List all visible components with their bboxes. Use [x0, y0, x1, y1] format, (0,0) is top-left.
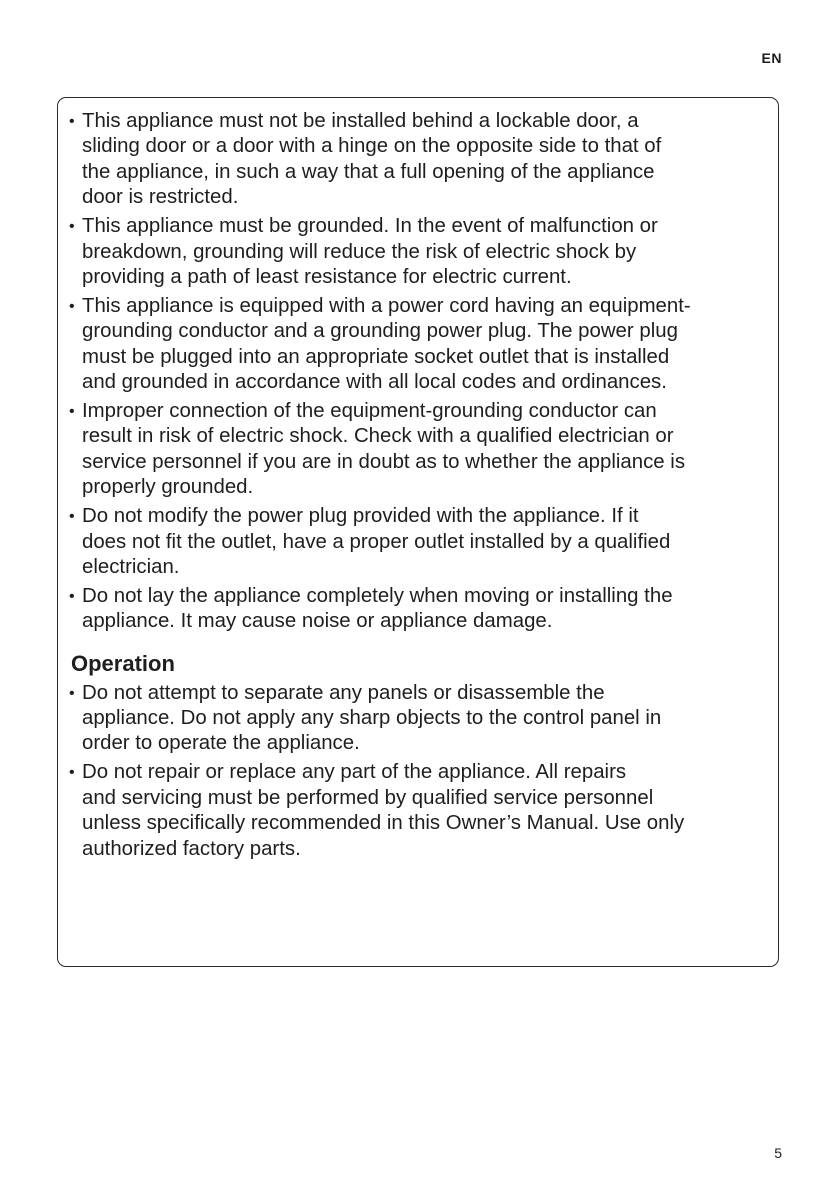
operation-safety-list: [69, 681, 778, 862]
language-label: EN: [761, 50, 782, 66]
list-item: • Improper connection of the equipment-grounding conductor can result in risk of electric shock. Check with a qualified electrician or service personnel if you are in doubt as to whether the appliance is properly grounded.: [69, 399, 778, 501]
safety-instructions-panel: [57, 97, 779, 967]
operation-heading: Operation: [71, 650, 175, 676]
installation-safety-list: [69, 109, 778, 635]
list-item: • This appliance is equipped with a power cord having an equipment- grounding conductor and a grounding power plug. The power plug must be plugged into an appropriate socket outlet that is installed and grounded in accordance with all local codes and ordinances.: [69, 294, 778, 396]
list-item: • Do not repair or replace any part of the appliance. All repairs and servicing must be performed by qualified service personnel unless specifically recommended in this Owner’s Manual. Use only authorized factory parts.: [69, 760, 778, 862]
list-item: • Do not modify the power plug provided with the appliance. If it does not fit the outlet, have a proper outlet installed by a qualified electrician.: [69, 504, 778, 580]
page-number: 5: [774, 1145, 782, 1161]
list-item: • Do not attempt to separate any panels or disassemble the appliance. Do not apply any sharp objects to the control panel in order to operate the appliance.: [69, 681, 778, 757]
list-item: • This appliance must not be installed behind a lockable door, a sliding door or a door with a hinge on the opposite side to that of the appliance, in such a way that a full opening of the appliance door is restricted.: [69, 109, 778, 211]
list-item: • This appliance must be grounded. In the event of malfunction or breakdown, grounding will reduce the risk of electric shock by providing a path of least resistance for electric current.: [69, 214, 778, 290]
list-item: • Do not lay the appliance completely when moving or installing the appliance. It may cause noise or appliance damage.: [69, 584, 778, 635]
